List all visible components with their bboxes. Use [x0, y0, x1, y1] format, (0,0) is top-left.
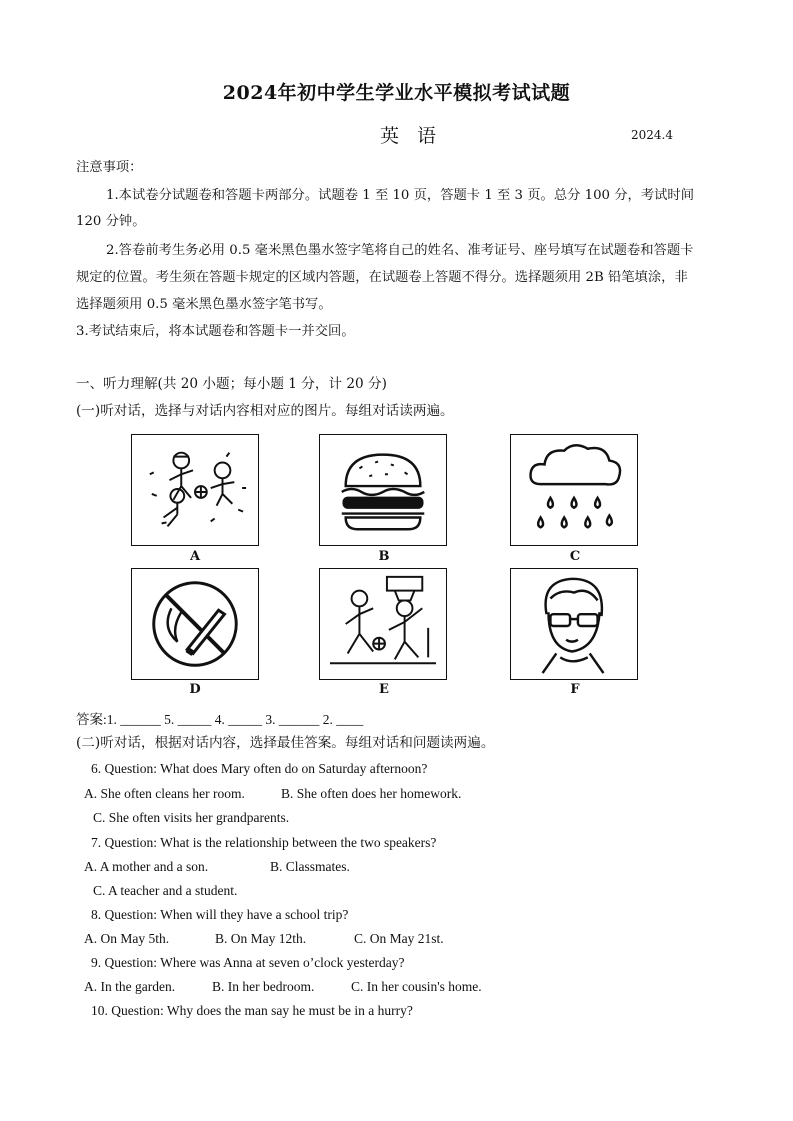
- notes-heading: 注意事项：: [76, 160, 143, 175]
- question-9-option-a: A. In the garden.: [84, 979, 176, 994]
- picture-label-a: A: [189, 549, 201, 564]
- picture-label-c: C: [569, 549, 581, 564]
- picture-b: [319, 434, 447, 546]
- picture-e: [319, 568, 447, 680]
- picture-label-f: F: [570, 682, 580, 697]
- question-9-option-b: B. In her bedroom.: [212, 979, 315, 994]
- question-7-option-b: B. Classmates.: [270, 859, 350, 874]
- note-2-line-1: 2.答卷前考生务必用 0.5 毫米黑色墨水签字笔将自己的姓名、准考证号、座号填写在试题卷和答题卡: [106, 243, 694, 258]
- note-2-line-2: 规定的位置。考生须在答题卡规定的区域内答题，在试题卷上答题不得分。选择题须用 2B 铅笔填涂，非: [76, 270, 688, 285]
- exam-title: 2024年初中学生学业水平模拟考试试题: [222, 82, 571, 104]
- part-2-instruction: (二)听对话，根据对话内容，选择最佳答案。每组对话和问题读两遍。: [76, 735, 495, 751]
- rain-cloud-icon: [511, 435, 637, 545]
- question-8: 8. Question: When will they have a school trip?: [91, 907, 349, 922]
- question-8-option-c: C. On May 21st.: [354, 931, 444, 946]
- note-2-line-3: 选择题须用 0.5 毫米黑色墨水签字笔书写。: [76, 297, 332, 312]
- subject-name: 英语: [380, 125, 455, 147]
- question-7: 7. Question: What is the relationship between the two speakers?: [91, 835, 437, 850]
- no-smoking-icon: [132, 569, 258, 679]
- question-6: 6. Question: What does Mary often do on Saturday afternoon?: [91, 761, 428, 776]
- question-7-option-a: A. A mother and a son.: [84, 859, 209, 874]
- boy-with-glasses-icon: [511, 569, 637, 679]
- question-6-option-c: C. She often visits her grandparents.: [93, 810, 290, 825]
- picture-f: [510, 568, 638, 680]
- question-9: 9. Question: Where was Anna at seven o’clock yesterday?: [91, 955, 405, 970]
- children-playing-ball-icon: [132, 435, 258, 545]
- picture-d: [131, 568, 259, 680]
- note-1-line-2: 120 分钟。: [76, 214, 146, 229]
- question-9-option-c: C. In her cousin's home.: [351, 979, 482, 994]
- note-1-line-1: 1.本试卷分试题卷和答题卡两部分。试题卷 1 至 10 页，答题卡 1 至 3 页。总分 100 分，考试时间: [106, 188, 695, 203]
- note-3: 3.考试结束后，将本试题卷和答题卡一并交回。: [76, 324, 355, 339]
- picture-c: [510, 434, 638, 546]
- picture-label-b: B: [378, 549, 390, 564]
- part-1-instruction: (一)听对话，选择与对话内容相对应的图片。每组对话读两遍。: [76, 403, 454, 419]
- question-8-option-b: B. On May 12th.: [215, 931, 307, 946]
- question-6-option-b: B. She often does her homework.: [281, 786, 462, 801]
- question-10: 10. Question: Why does the man say he must be in a hurry?: [91, 1003, 413, 1018]
- question-6-option-a: A. She often cleans her room.: [84, 786, 245, 801]
- exam-date: 2024.4: [631, 128, 673, 142]
- hamburger-icon: [320, 435, 446, 545]
- picture-label-e: E: [379, 682, 389, 697]
- question-8-option-a: A. On May 5th.: [84, 931, 170, 946]
- picture-label-d: D: [189, 682, 201, 697]
- section-1-heading: 一、听力理解(共 20 小题；每小题 1 分，计 20 分): [76, 376, 387, 392]
- basketball-players-icon: [320, 569, 446, 679]
- question-7-option-c: C. A teacher and a student.: [93, 883, 238, 898]
- picture-a: [131, 434, 259, 546]
- answer-line: 答案:1. ______ 5. _____ 4. _____ 3. ______ 2. ____: [76, 712, 364, 727]
